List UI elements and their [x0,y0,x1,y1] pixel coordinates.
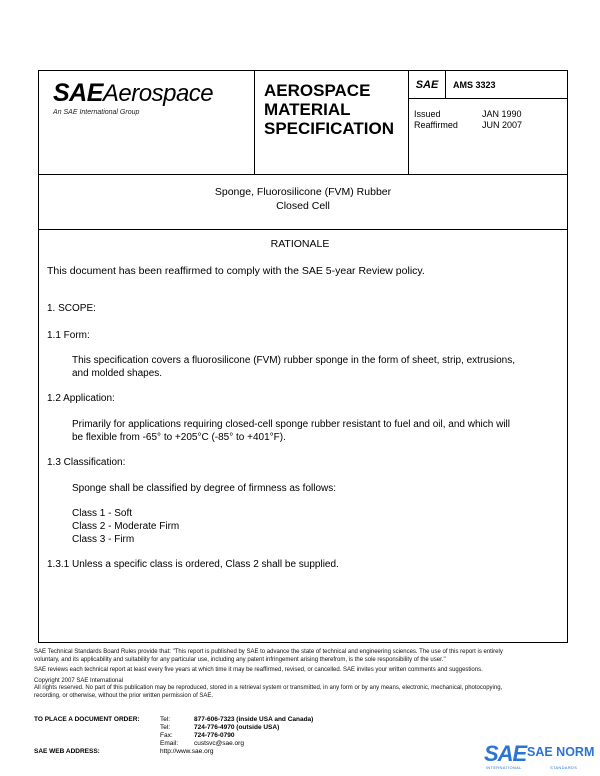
footer-review: SAE reviews each technical report at least every five years at which time it may be reaffirmed, revised, or cancelled. SAE invites your written comments and suggestions. [34,667,483,673]
email-label: Email: [160,740,179,747]
tel-label: Tel: [160,716,171,723]
class-1: Class 1 - Soft [72,508,133,519]
title-cell [255,71,409,175]
watermark-text: SAE NORM [527,745,595,759]
title-line-3: SPECIFICATION [264,119,395,138]
issued-row [414,109,522,119]
application-heading: 1.2 Application: [47,393,115,404]
tel-value: 877-606-7323 (inside USA and Canada) [194,716,314,723]
footer-rights-line-2: recording, or otherwise, without the prior written permission of SAE. [34,692,214,699]
sae-norm-watermark [484,741,596,771]
web-label: SAE WEB ADDRESS: [34,748,100,755]
email-value[interactable]: custsvc@sae.org [194,740,244,747]
reaffirmed-label: Reaffirmed [414,120,458,130]
fax-label: Fax: [160,732,173,739]
form-heading: 1.1 Form: [47,330,90,341]
scope-heading: 1. SCOPE: [47,303,96,314]
footer-rules-line-2: voluntary, and its applicability and suitability for any particular use, including any patent infringement arising therefrom, is the sole responsibility of the user." [34,656,446,663]
reaffirmed-value: JUN 2007 [482,120,523,130]
subject-row [39,175,567,230]
watermark-mark: SAE [484,741,527,766]
subject-line-1: Sponge, Fluorosilicone (FVM) Rubber [214,186,392,198]
footer-copyright: Copyright 2007 SAE International [34,677,124,684]
classification-heading: 1.3 Classification: [47,457,126,468]
classification-text: Sponge shall be classified by degree of firmness as follows: [72,483,337,494]
tel2-label: Tel: [160,724,171,731]
header-row [39,71,567,175]
issued-label: Issued [414,109,441,119]
web-value[interactable]: http://www.sae.org [160,748,214,755]
rationale-heading: RATIONALE [270,238,330,250]
issued-value: JAN 1990 [482,109,522,119]
logo-brand: SAE [53,79,103,107]
web-row [34,748,214,755]
sae-aerospace-logo [53,79,213,108]
logo-cell [39,71,255,175]
application-text-2: be flexible from -65° to +205°C (-85° to +401°F). [72,432,286,443]
rationale-text: This document has been reaffirmed to comply with the SAE 5-year Review policy. [47,265,425,277]
title-line-1: AEROSPACE [264,81,371,100]
title-line-2: MATERIAL [264,100,351,119]
watermark-small-left: INTERNATIONAL [486,765,522,770]
class-3: Class 3 - Firm [72,534,135,545]
application-text-1: Primarily for applications requiring closed-cell sponge rubber resistant to fuel and oil, and which will [72,419,510,430]
order-label: TO PLACE A DOCUMENT ORDER: [34,716,140,723]
footer-rules-line-1: SAE Technical Standards Board Rules provide that: "This report is published by SAE to advance the state of technical and engineering sciences. The use of this report is entirely [34,649,503,655]
clause-1-3-1: 1.3.1 Unless a specific class is ordered, Class 2 shall be supplied. [47,559,339,570]
form-text-1: This specification covers a fluorosilicone (FVM) rubber sponge in the form of sheet, strip, extrusions, [72,355,515,366]
fax-value: 724-776-0790 [194,732,235,739]
logo-tagline: An SAE International Group [53,109,140,116]
meta-cell [409,71,567,175]
watermark-small-right: STANDARDS [550,765,578,770]
footer-rights-line-1: All rights reserved. No part of this publication may be reproduced, stored in a retrieval system or transmitted, in any form or by any means, electronic, mechanical, photocopying, [34,685,503,691]
reaffirmed-row [414,120,523,130]
subject-line-2: Closed Cell [276,200,330,212]
class-2: Class 2 - Moderate Firm [72,521,180,532]
tel2-value: 724-776-4970 (outside USA) [194,724,280,731]
sae-mini-logo: SAE [409,71,446,99]
form-text-2: and molded shapes. [72,368,163,379]
logo-word: Aerospace [102,80,214,107]
order-row-1 [34,716,314,723]
footer-notice [34,649,574,700]
doc-number: AMS 3323 [446,71,567,99]
